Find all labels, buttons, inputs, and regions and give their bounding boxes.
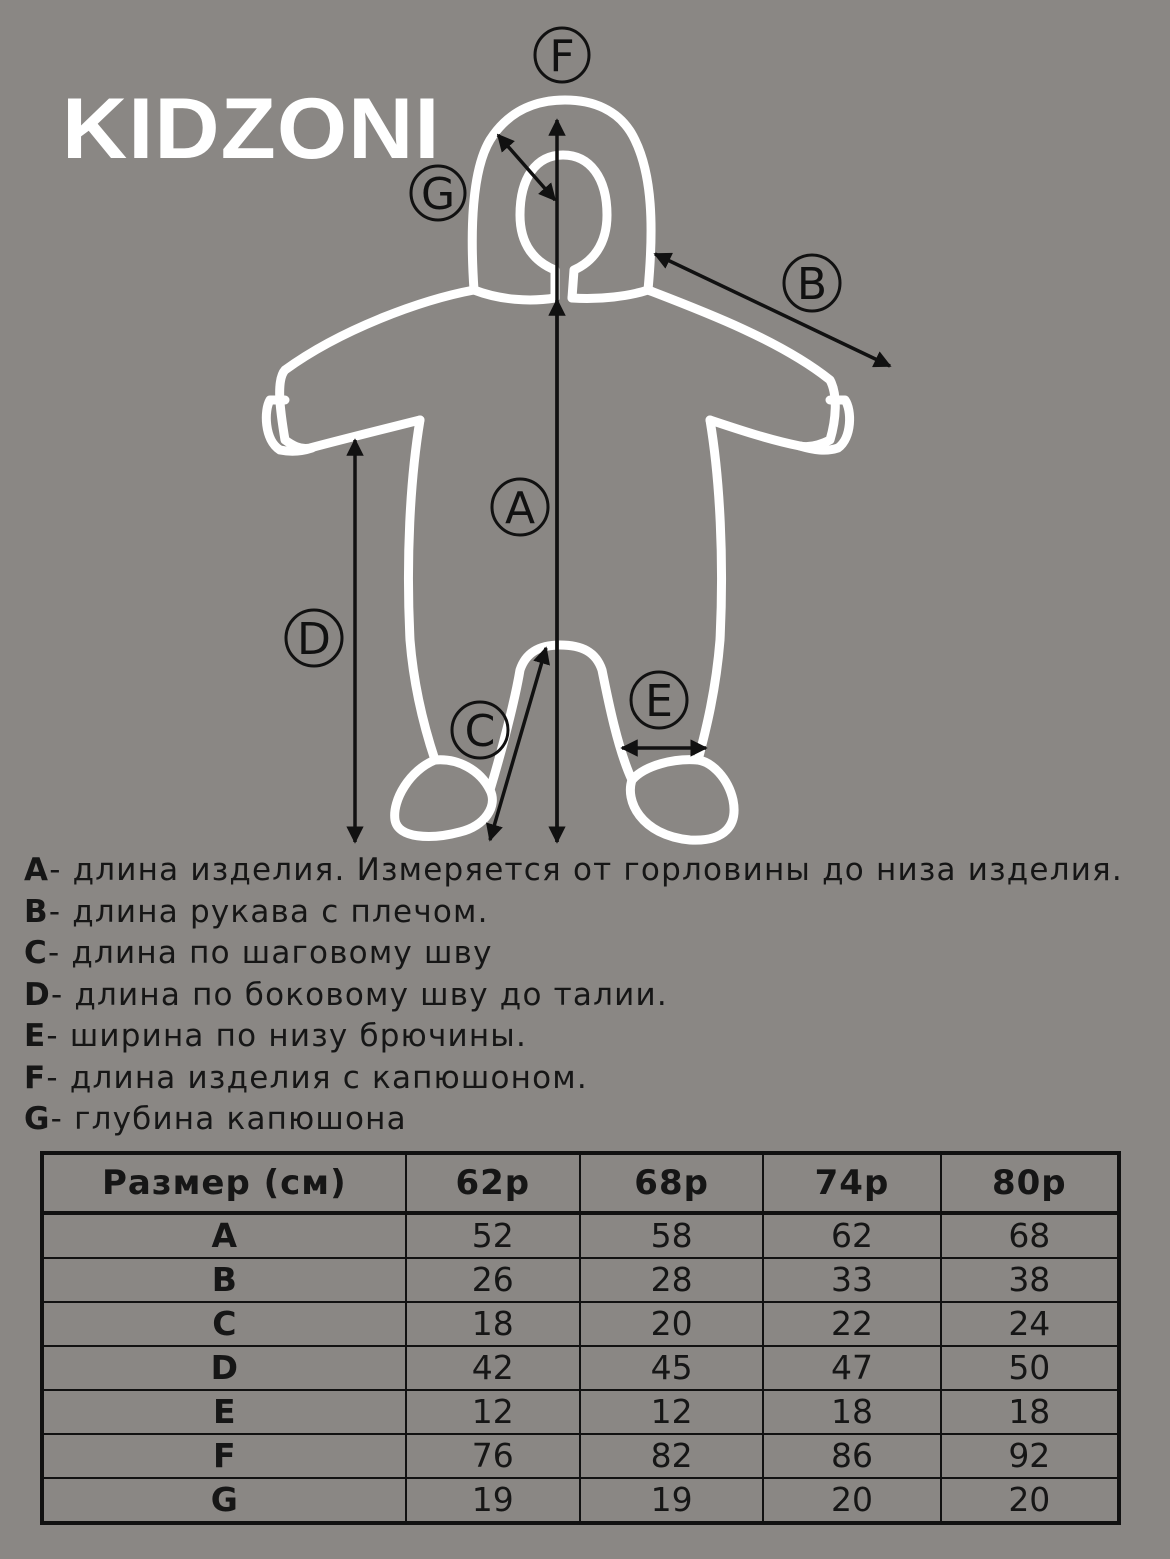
measurement-legend — [24, 850, 1123, 1141]
legend-item-d: D- длина по боковому шву до талии. — [24, 976, 668, 1013]
table-cell: 28 — [580, 1258, 763, 1302]
row-key: B — [42, 1258, 406, 1302]
row-key: G — [42, 1478, 406, 1523]
table-cell: 42 — [406, 1346, 580, 1390]
table-row — [42, 1346, 1119, 1390]
table-cell: 92 — [941, 1434, 1119, 1478]
table-row — [42, 1478, 1119, 1523]
table-cell: 58 — [580, 1213, 763, 1258]
legend-item-c: C- длина по шаговому шву — [24, 935, 493, 971]
table-row — [42, 1302, 1119, 1346]
table-cell: 50 — [941, 1346, 1119, 1390]
label-g — [411, 166, 465, 220]
size-table — [40, 1151, 1121, 1525]
table-cell: 24 — [941, 1302, 1119, 1346]
legend-item-b: B- длина рукава с плечом. — [24, 893, 489, 930]
row-key: D — [42, 1346, 406, 1390]
table-row — [42, 1213, 1119, 1258]
header-size: Размер (см) — [42, 1153, 406, 1213]
legend-item-g: G- глубина капюшона — [24, 1101, 407, 1137]
label-a — [492, 479, 548, 535]
table-cell: 18 — [406, 1302, 580, 1346]
label-d-text: D — [297, 614, 331, 665]
label-f-text: F — [549, 31, 575, 82]
header-68: 68р — [580, 1153, 763, 1213]
label-g-text: G — [420, 169, 456, 220]
table-cell: 18 — [941, 1390, 1119, 1434]
table-cell: 38 — [941, 1258, 1119, 1302]
label-e — [631, 672, 687, 728]
label-d — [286, 610, 342, 666]
header-80: 80р — [941, 1153, 1119, 1213]
table-cell: 47 — [763, 1346, 940, 1390]
legend-item-f: F- длина изделия с капюшоном. — [24, 1059, 588, 1096]
table-cell: 45 — [580, 1346, 763, 1390]
brand-logo: KIDZONI — [62, 81, 441, 177]
table-row — [42, 1390, 1119, 1434]
table-cell: 12 — [580, 1390, 763, 1434]
table-row — [42, 1434, 1119, 1478]
table-cell: 62 — [763, 1213, 940, 1258]
table-cell: 82 — [580, 1434, 763, 1478]
row-key: C — [42, 1302, 406, 1346]
table-cell: 76 — [406, 1434, 580, 1478]
table-cell: 26 — [406, 1258, 580, 1302]
legend-item-a: A- длина изделия. Измеряется от горловины до низа изделия. — [24, 852, 1123, 888]
table-cell: 68 — [941, 1213, 1119, 1258]
label-c-text: C — [464, 706, 496, 757]
row-key: E — [42, 1390, 406, 1434]
table-cell: 18 — [763, 1390, 940, 1434]
table-cell: 33 — [763, 1258, 940, 1302]
header-62: 62р — [406, 1153, 580, 1213]
label-e-text: E — [645, 676, 673, 727]
table-cell: 12 — [406, 1390, 580, 1434]
table-cell: 20 — [580, 1302, 763, 1346]
table-cell: 20 — [941, 1478, 1119, 1523]
table-cell: 22 — [763, 1302, 940, 1346]
table-cell: 19 — [580, 1478, 763, 1523]
table-cell: 19 — [406, 1478, 580, 1523]
table-cell: 86 — [763, 1434, 940, 1478]
label-b — [784, 255, 840, 311]
row-key: A — [42, 1213, 406, 1258]
label-f — [535, 28, 589, 82]
label-b-text: B — [796, 259, 828, 310]
table-cell: 20 — [763, 1478, 940, 1523]
measurement-arrows — [355, 120, 890, 842]
table-cell: 52 — [406, 1213, 580, 1258]
table-header-row — [42, 1153, 1119, 1213]
label-c — [452, 702, 508, 758]
legend-item-e: E- ширина по низу брючины. — [24, 1018, 528, 1054]
header-74: 74р — [763, 1153, 940, 1213]
label-a-text: A — [504, 483, 536, 534]
table-row — [42, 1258, 1119, 1302]
row-key: F — [42, 1434, 406, 1478]
